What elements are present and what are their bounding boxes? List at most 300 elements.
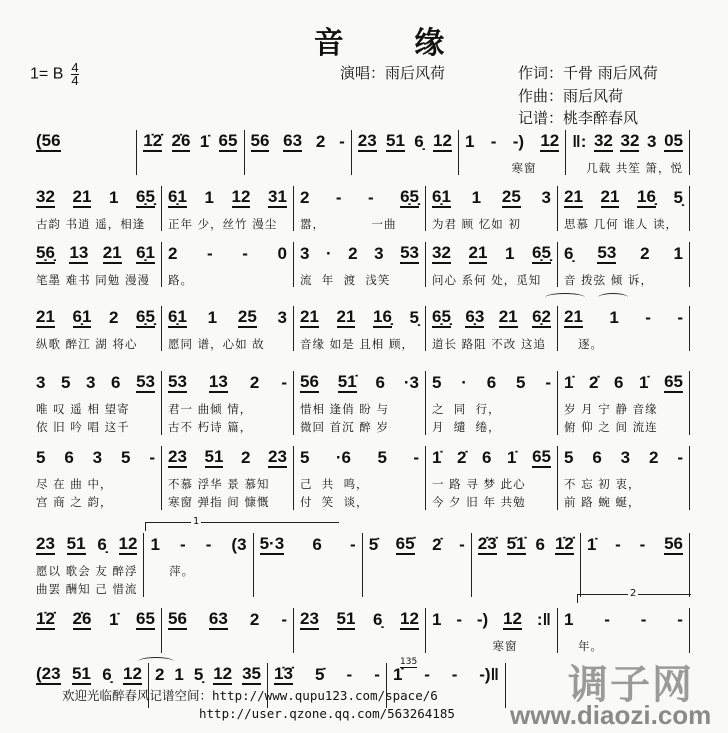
grace-notes: 135 (400, 657, 418, 667)
measure (30, 242, 162, 287)
lyric-line: 寒窗 (465, 161, 537, 175)
note: 3 (300, 244, 310, 263)
measure-notes (432, 371, 551, 393)
note: 5 (516, 373, 526, 392)
note: 35 (242, 664, 261, 683)
lyric-line: 愿同 谱，心如 故 (168, 337, 265, 351)
note: 5̇1̇ (506, 534, 526, 553)
note: 3 (92, 448, 103, 467)
note: 6̣ (414, 132, 424, 151)
note: 21 (300, 307, 319, 326)
note: 6 (535, 535, 546, 554)
note: 6̣1 (136, 243, 155, 262)
note: 1 (673, 244, 683, 263)
note: 32 (36, 187, 55, 206)
lyric-line: 古韵 书逍 遥，相逢 (36, 217, 146, 231)
lyric-line: 俯 仰 之 间 流连 (564, 420, 658, 434)
note: 6̣ (97, 535, 107, 554)
note: ·3 (403, 373, 419, 392)
measure (363, 533, 472, 597)
measure-notes (36, 663, 142, 685)
note: - (367, 188, 374, 207)
note: 65 (218, 131, 238, 150)
note: 1̇ (586, 535, 597, 554)
note: 5·3 (259, 534, 285, 553)
note: 1̇ (109, 610, 119, 629)
lyric-line: 宫 商 之 韵， (36, 495, 113, 509)
note: 5̣6̣ (36, 243, 55, 262)
note: - (640, 610, 647, 629)
measure-notes (432, 446, 551, 468)
note: - (677, 308, 683, 327)
note: 56 (664, 534, 683, 553)
measure-notes (564, 446, 683, 468)
note: - (242, 244, 248, 263)
measure (245, 130, 352, 175)
note: 1̇ (564, 373, 574, 392)
slur (138, 657, 174, 666)
measure-notes (587, 533, 683, 555)
note: ·6 (335, 448, 352, 467)
note: 2̇ (589, 373, 599, 392)
lyric-line: 纵歌 醉江 湖 将心 (36, 337, 138, 351)
measure-notes (168, 306, 287, 328)
note: - (149, 448, 155, 467)
lyric-line: 曲罢 酬知 己 惜流 (36, 582, 138, 596)
measure (294, 306, 426, 351)
measure (426, 306, 558, 351)
measure (558, 608, 690, 653)
lyric-line: 依 旧 吟 唱 这千 (36, 420, 130, 434)
note: · (461, 373, 467, 392)
score-row (30, 306, 690, 351)
note: 6̣1 (432, 187, 451, 206)
measure (426, 242, 558, 287)
measure (162, 186, 294, 231)
lyric-line: 问心 系何 处，觅知 (432, 273, 542, 287)
note: 2̇3̇ (477, 534, 497, 553)
note: 6 (64, 448, 74, 467)
note: 21 (36, 307, 55, 326)
note: - (545, 373, 551, 392)
note: (23 (36, 664, 61, 683)
measure (558, 446, 690, 510)
note: - (207, 244, 213, 263)
note: 2 (168, 244, 178, 263)
measure (558, 186, 690, 231)
note: 6̣5̣ (400, 187, 419, 206)
measure-notes (168, 608, 287, 630)
note: 1̇2̇ (554, 534, 574, 553)
note: 6̣5̣ (532, 243, 551, 262)
note: 5̇ (368, 535, 379, 554)
note: 13 (69, 243, 89, 262)
note: :‖ (536, 610, 551, 629)
measure-notes (432, 608, 551, 630)
lyric-line: 岁 月 宁 静 音缘 (564, 402, 658, 416)
measure-notes (168, 242, 287, 264)
measure (294, 371, 426, 435)
lyric-line: 之 同 行， (432, 402, 501, 416)
note: 5̣ (193, 665, 204, 684)
measure-notes (358, 130, 452, 152)
footer-line-1: 欢迎光临醉春风记谱空间：http://www.qupu123.com/space/6 (62, 688, 438, 703)
score-row (30, 608, 690, 653)
lyric-line: 思慕 几何 谁人 读， (564, 217, 678, 231)
note: 23 (300, 609, 319, 628)
note: 1̇ (639, 373, 649, 392)
note: 1̇2̇ (143, 131, 163, 150)
note: 32 (620, 131, 640, 150)
measure (294, 186, 426, 231)
note: 1 (609, 308, 619, 327)
measure (472, 533, 581, 597)
note: 6̣ (564, 244, 574, 263)
note: - (179, 535, 186, 554)
lyric-line: 萍。 (150, 564, 195, 578)
note: -) (512, 132, 525, 151)
song-title: 音 缘 (313, 26, 475, 61)
measure-notes (36, 186, 155, 208)
slur (545, 293, 585, 302)
measure-notes (260, 533, 356, 555)
lyric-line: 愿以 歌会 友 醉浮 (36, 564, 138, 578)
note: 65 (532, 447, 551, 466)
measure (558, 242, 690, 287)
lyric-line: 一 路 寻 梦 此心 (432, 477, 526, 491)
note: 56 (300, 372, 319, 391)
note: 6̣ (373, 610, 383, 629)
lyric-line: 正年 少，丝竹 漫尘 (168, 217, 278, 231)
lyric-line (251, 160, 345, 175)
note: 6 (486, 373, 497, 392)
note: 32 (593, 131, 613, 150)
transcriber-credit: 记谱：桃李醉春风 (518, 109, 639, 127)
note: 65 (664, 372, 683, 391)
lyric-line: 不慕 浮华 景 慕知 (168, 477, 270, 491)
note: 6 (482, 448, 492, 467)
volta-number: 2 (630, 588, 637, 599)
score-row (30, 186, 690, 231)
measure (426, 186, 558, 231)
measure-notes (36, 608, 155, 630)
note: - (456, 610, 462, 629)
note: 53 (136, 372, 155, 391)
footer (62, 687, 455, 723)
note: 12 (433, 131, 452, 150)
measure-notes (564, 306, 683, 328)
measure-notes (155, 663, 261, 685)
note: 23 (268, 447, 287, 466)
note: ‖: (572, 132, 587, 151)
score-row (30, 446, 690, 510)
measure-notes (478, 533, 574, 555)
measure-notes (300, 371, 419, 393)
note: 3 (647, 132, 657, 151)
note: 32 (432, 243, 451, 262)
note: - (335, 188, 342, 207)
note: 25 (501, 187, 521, 206)
note: 16̣ (637, 187, 656, 206)
watermark-url: www.diaozi.com (510, 700, 712, 730)
note: 21 (564, 187, 583, 206)
note: 1̇ (199, 132, 210, 151)
note: - (451, 665, 458, 684)
key-signature (30, 62, 79, 87)
measure (558, 371, 690, 435)
measure-notes (300, 446, 419, 468)
time-bottom: 4 (71, 73, 79, 88)
note: - (339, 132, 345, 151)
measure (426, 371, 558, 435)
note: 5 (36, 448, 46, 467)
lyric-line: 尽 在 曲 中， (36, 477, 113, 491)
note: 1 (207, 308, 218, 327)
lyric-line: 寒窗 弹指 间 慷慨 (168, 495, 270, 509)
note: - (615, 535, 621, 554)
note: - (424, 665, 430, 684)
note: 6̣5̣ (432, 307, 451, 326)
note: 1 (505, 244, 515, 263)
note: (56 (36, 131, 61, 150)
note: 21 (102, 243, 122, 262)
lyric-line (36, 638, 155, 653)
lyric-line: 几载 共笙 箫，悦 (572, 161, 684, 175)
note: 53 (597, 243, 617, 262)
slur (598, 293, 628, 302)
note: 6 (312, 535, 322, 554)
note: 3 (277, 308, 287, 327)
lyric-line: 年。 (564, 639, 603, 653)
lyric-line: 嚣， 一曲 (300, 217, 397, 231)
note: - (490, 132, 497, 151)
note: - (604, 610, 610, 629)
note: 1 (564, 610, 574, 629)
note: 6̣2 (532, 307, 551, 326)
lyric-line (478, 563, 574, 578)
note: - (281, 373, 287, 392)
measure (30, 130, 137, 175)
note: 12 (400, 609, 419, 628)
note: 16̣ (373, 307, 392, 326)
note: 6̣3 (465, 307, 485, 326)
lyric-line: 道长 路阻 不改 这追 (432, 337, 546, 351)
measure (558, 306, 690, 351)
note: - (677, 610, 683, 629)
note: 6̣1 (168, 187, 187, 206)
lyric-line: 己 共 鸣， (300, 477, 369, 491)
lyric-line: 为君 顾 忆如 初 (432, 217, 521, 231)
measure (30, 446, 162, 510)
time-signature (71, 62, 78, 87)
note: 1 (174, 665, 184, 684)
note: 0 (277, 244, 287, 263)
note: 12 (118, 534, 138, 553)
note: 5̣ (409, 308, 419, 327)
lyric-line: 流 年 渡 浅笑 (300, 273, 391, 287)
note: 51 (71, 664, 91, 683)
note: 12 (213, 664, 233, 683)
note: 12 (503, 609, 522, 628)
note: 2 (249, 373, 260, 392)
note: 5 (377, 448, 387, 467)
measure-notes (36, 306, 155, 328)
lyric-line (260, 563, 356, 578)
measure (30, 306, 162, 351)
measure-notes (36, 130, 130, 152)
note: 25 (237, 307, 257, 326)
lyric-line: 寒窗 (432, 639, 518, 653)
lyric-line (168, 638, 287, 653)
measure (294, 608, 426, 653)
note: 2 (109, 308, 119, 327)
note: 56 (168, 609, 187, 628)
note: 6̣1 (72, 307, 92, 326)
measure (459, 130, 566, 175)
note: 2 (640, 244, 650, 263)
measure (30, 371, 162, 435)
note: - (350, 535, 356, 554)
note: 2 (249, 610, 260, 629)
key-label: 1= B (30, 65, 64, 83)
measure (30, 186, 162, 231)
measure (137, 130, 244, 175)
note: - (205, 535, 212, 554)
measure-notes (274, 663, 380, 685)
lyric-line (587, 563, 683, 578)
note: 6 (614, 373, 624, 392)
lyric-line: 前 路 蜿 蜒， (564, 495, 641, 509)
note: 21 (498, 307, 518, 326)
measure-notes (465, 130, 559, 152)
note: 5 (120, 448, 131, 467)
measure (566, 130, 690, 175)
note: 51 (386, 131, 405, 150)
measure-notes (168, 371, 287, 393)
note: 2 (300, 188, 310, 207)
measure (254, 533, 363, 597)
note: 2̇6 (171, 131, 191, 150)
measure-notes (36, 533, 137, 555)
lyric-line: 逐。 (564, 337, 603, 351)
note: 5̇ (315, 665, 325, 684)
note: 1̇2̇ (36, 609, 55, 628)
note: 6 (111, 373, 121, 392)
note: 1̇ (393, 665, 403, 684)
note: 1 (471, 188, 482, 207)
note: 21 (336, 307, 356, 326)
measure (162, 306, 294, 351)
lyric-line: 音 拨弦 倾 诉， (564, 273, 653, 287)
footer-line-2: http://user.qzone.qq.com/563264185 (199, 706, 455, 721)
measure-notes (300, 186, 419, 208)
lyric-line: 微回 首沉 醉 岁 (300, 420, 389, 434)
note: -)‖ (479, 665, 499, 684)
note: · (325, 244, 332, 263)
lyricist-credit: 作词：千骨 雨后风荷 (518, 64, 658, 82)
lyric-line: 唯 叹 遥 相 望寄 (36, 402, 130, 416)
note: 5 (300, 448, 310, 467)
note: 63 (283, 131, 303, 150)
note: 21 (564, 307, 583, 326)
measure-notes (432, 306, 551, 328)
note: 1̇3̇ (274, 664, 293, 683)
note: 21 (468, 243, 488, 262)
measure-notes (36, 242, 155, 264)
note: 2 (315, 132, 326, 151)
note: 51 (204, 447, 224, 466)
note: 2 (648, 448, 659, 467)
note: 2 (348, 244, 358, 263)
note: 1̇ (507, 448, 517, 467)
lyric-line (369, 563, 465, 578)
lyric-line: 古不 朽诗 篇， (168, 420, 253, 434)
measure (162, 446, 294, 510)
note: 2 (241, 448, 251, 467)
note: 6̣5̣ (136, 307, 155, 326)
lyric-line: 不 忘 初 衷， (564, 477, 641, 491)
measure (352, 130, 459, 175)
note: 53 (400, 243, 419, 262)
note: 2 (155, 665, 165, 684)
note: 5 (432, 373, 442, 392)
measure-notes (143, 130, 237, 152)
measure-notes (564, 186, 683, 208)
time-top: 4 (71, 60, 79, 75)
note: 6̣1 (168, 307, 187, 326)
lyric-line: 君一 曲倾 情， (168, 402, 253, 416)
note: 23 (168, 447, 187, 466)
note: 2̇ (432, 535, 442, 554)
lyric-line: 音缘 如是 且相 顾， (300, 337, 414, 351)
volta-number: 1 (193, 516, 200, 527)
lyric-line (36, 160, 130, 175)
note: 56 (250, 131, 270, 150)
note: 3 (86, 373, 96, 392)
measure (426, 446, 558, 510)
measure-notes (300, 608, 419, 630)
note: - (413, 448, 419, 467)
measure-notes (564, 242, 683, 264)
lyric-line: 笔墨 难书 同勉 漫漫 (36, 273, 150, 287)
note: 13 (208, 372, 228, 391)
measure-notes (432, 242, 551, 264)
measure (144, 533, 253, 597)
measure-notes (36, 446, 155, 468)
measure (162, 371, 294, 435)
measure-notes (251, 130, 345, 152)
score-row (30, 533, 690, 597)
note: - (281, 610, 287, 629)
note: 1 (432, 610, 442, 629)
measure (294, 242, 426, 287)
note: 2̇6 (72, 609, 92, 628)
note: 12 (540, 131, 560, 150)
measure-notes (369, 533, 465, 555)
score-row (30, 371, 690, 435)
measure-notes (300, 306, 419, 328)
measure-notes (564, 371, 683, 393)
note: (3 (231, 535, 247, 554)
note: 1 (465, 132, 475, 151)
note: 51 (66, 534, 86, 553)
score-row (30, 242, 690, 287)
note: 65 (136, 609, 155, 628)
note: 12 (231, 187, 251, 206)
note: 3 (36, 373, 46, 392)
note: 21 (600, 187, 620, 206)
note: 5 (564, 448, 574, 467)
